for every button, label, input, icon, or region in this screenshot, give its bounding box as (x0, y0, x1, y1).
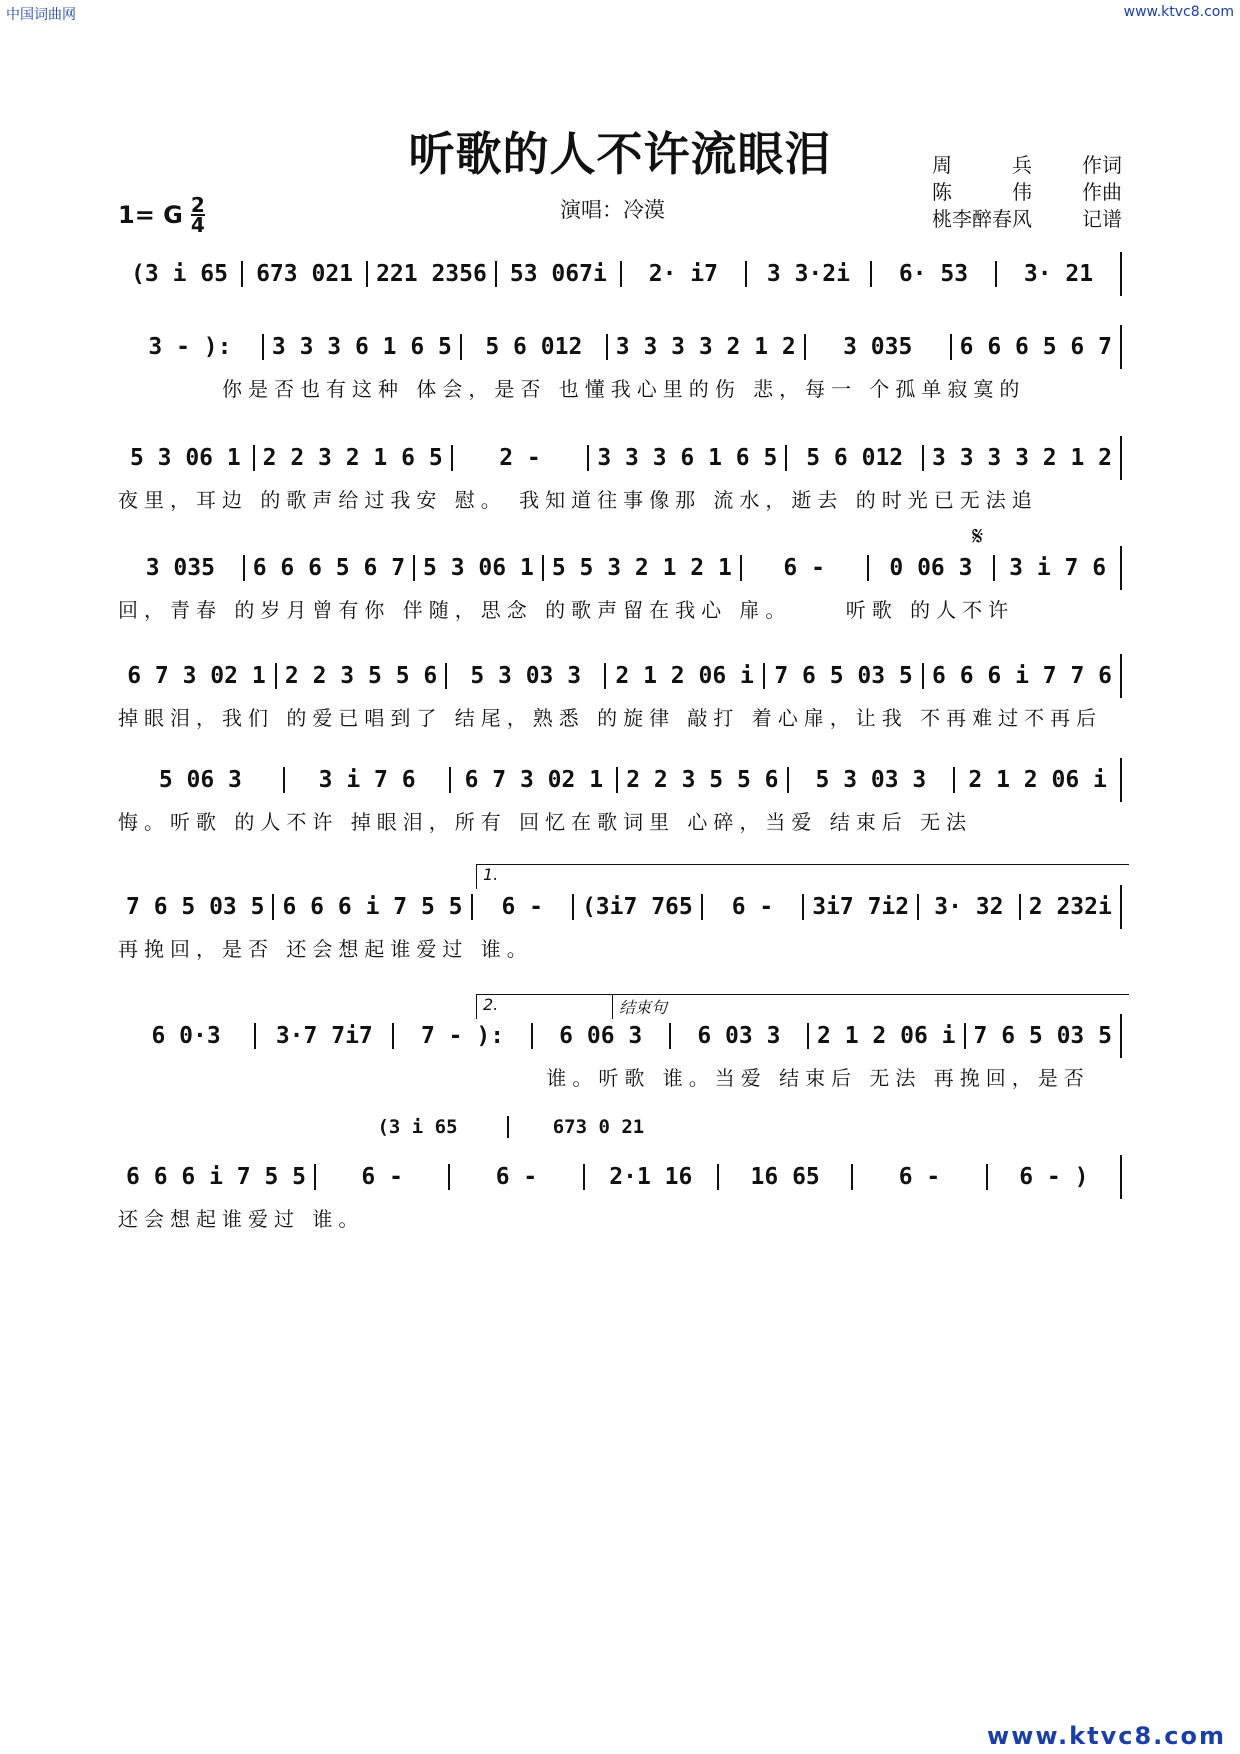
measure: 6 6 6 5 6 7 (243, 555, 413, 581)
lyricist-name: 周 兵 (932, 153, 1032, 177)
segno-icon: 𝄋 (972, 522, 984, 552)
notation-line (118, 325, 1122, 369)
measure: 2·1 16 (583, 1164, 717, 1190)
measure: 7 6 5 03 5 (964, 1023, 1120, 1049)
notation-line (118, 1155, 1122, 1199)
measure: 5 5 3 2 1 2 1 (542, 555, 740, 581)
measure: 6 6 6 5 6 7 (950, 334, 1120, 360)
measure: 5 6 012 (460, 334, 606, 360)
measure: 2 2 3 5 5 6 (275, 663, 445, 689)
measure: 2 232i (1019, 894, 1120, 920)
measure: 6 - (701, 894, 802, 920)
measure: 3 3 3 3 2 1 2 (922, 445, 1120, 471)
measure: 6· 53 (870, 261, 995, 287)
credits (932, 152, 1122, 233)
measure: 3 3 3 6 1 6 5 (587, 445, 785, 471)
site-url[interactable]: www.ktvc8.com (1123, 4, 1234, 20)
measure: 2 1 2 06 i (604, 663, 763, 689)
transcriber-name: 桃李醉春风 (932, 207, 1032, 231)
measure: 3 035 (145, 555, 215, 581)
measure: 673 0 21 (507, 1116, 688, 1138)
measure: 6 6 6 i 7 5 5 (272, 894, 470, 920)
measure: 6 7 3 02 1 (127, 663, 266, 689)
measure: 53 067i (495, 261, 620, 287)
notation-line (118, 654, 1122, 698)
measure: 6 7 3 02 1 (449, 767, 616, 793)
measure: 6 0·3 (151, 1023, 221, 1049)
lyric-line: 谁。听歌 谁。当爱 结束后 无法 再挽回，是否 (118, 1066, 1090, 1090)
measure: 3 i 7 6 (993, 555, 1120, 581)
measure: 6 - (740, 555, 867, 581)
score-system-8 (118, 1014, 1122, 1088)
measure: 6 - (314, 1164, 448, 1190)
measure: 3 - ): (148, 334, 232, 360)
measure: 3 3 3 3 2 1 2 (606, 334, 804, 360)
measure: 6 - (471, 894, 572, 920)
measure: 2· i7 (620, 261, 745, 287)
measure: 3 3·2i (745, 261, 870, 287)
notation-line (118, 1014, 1122, 1058)
measure: 5 06 3 (158, 767, 242, 793)
measure: 5 3 06 1 (413, 555, 542, 581)
time-numerator: 2 (190, 193, 205, 217)
measure: 6 - ) (986, 1164, 1120, 1190)
intro-accompaniment (328, 1105, 688, 1149)
time-signature (190, 193, 205, 237)
measure: 7 6 5 03 5 (126, 894, 265, 920)
measure: 3· 32 (917, 894, 1018, 920)
measure: 16 65 (717, 1164, 851, 1190)
measure: 221 2356 (366, 261, 495, 287)
measure: (3 i 65 (377, 1116, 458, 1138)
lyric-line: 你是否也有这种 体会，是否 也懂我心里的伤 悲，每一 个孤单寂寞的 (118, 377, 1026, 401)
score-system-5 (118, 654, 1122, 728)
composer-name: 陈 伟 (932, 180, 1032, 204)
measure: 6 - (448, 1164, 582, 1190)
notation-line (118, 252, 1122, 296)
measure: 2 2 3 2 1 6 5 (253, 445, 451, 471)
measure: 2 1 2 06 i (807, 1023, 963, 1049)
notation-line (118, 885, 1122, 929)
measure: 5 3 03 3 (445, 663, 604, 689)
measure: 3 035 (804, 334, 950, 360)
measure: 3·7 7i7 (254, 1023, 392, 1049)
measure: 3· 21 (995, 261, 1120, 287)
key-signature (118, 193, 205, 237)
site-name[interactable]: 中国词曲网 (6, 7, 76, 23)
measure: 2 1 2 06 i (953, 767, 1120, 793)
measure: (3 i 65 (131, 261, 228, 287)
measure: 6 6 6 i 7 7 6 (922, 663, 1120, 689)
measure: 673 021 (241, 261, 366, 287)
measure: 5 3 06 1 (129, 445, 241, 471)
lyric-line: 回，青春 的岁月曾有你 伴随，思念 的歌声留在我心 扉。 听歌 的人不许 (118, 598, 1015, 622)
score-system-1 (118, 252, 1122, 326)
composer-role: 作曲 (1082, 180, 1122, 204)
lyric-line: 再挽回，是否 还会想起谁爱过 谁。 (118, 937, 533, 961)
measure: (3i7 765 (572, 894, 701, 920)
song-title: 听歌的人不许流眼泪 (408, 127, 832, 181)
key-label: 1= G (118, 201, 183, 229)
lyricist-role: 作词 (1082, 153, 1122, 177)
measure: 2 2 3 5 5 6 (616, 767, 786, 793)
measure: 5 6 012 (785, 445, 922, 471)
measure: 6 06 3 (531, 1023, 669, 1049)
measure: 6 6 6 i 7 5 5 (126, 1164, 307, 1190)
score-system-6 (118, 758, 1122, 832)
measure: 7 - ): (392, 1023, 530, 1049)
score-system-2 (118, 325, 1122, 399)
transcriber-role: 记谱 (1082, 207, 1122, 231)
measure: 6 - (851, 1164, 985, 1190)
measure: 0 06 3 (867, 555, 994, 581)
lyric-line (118, 300, 1122, 326)
lyric-line: 还会想起谁爱过 谁。 (118, 1207, 365, 1231)
notation-line (118, 436, 1122, 480)
watermark: www.ktvc8.com (987, 1722, 1226, 1750)
volta-first-label: 1. (483, 865, 499, 884)
lyric-line: 掉眼泪，我们 的爱已唱到了 结尾，熟悉 的旋律 敲打 着心扉，让我 不再难过不再后 (118, 706, 1103, 730)
score-system-9 (118, 1116, 1122, 1231)
notation-line (118, 546, 1122, 590)
score-system-4 (118, 546, 1122, 620)
measure: 7 6 5 03 5 (763, 663, 922, 689)
time-denominator: 4 (190, 213, 205, 237)
measure: 3 3 3 6 1 6 5 (262, 334, 460, 360)
measure: 2 - (451, 445, 588, 471)
score-system-3 (118, 436, 1122, 510)
lyric-line: 夜里，耳边 的歌声给过我安 慰。 我知道往事像那 流水，逝去 的时光已无法追 (118, 488, 1038, 512)
score-system-7 (118, 885, 1122, 959)
singer: 演唱：冷漠 (560, 198, 665, 222)
volta-ending-label: 结束句 (619, 998, 668, 1017)
measure: 5 3 03 3 (787, 767, 954, 793)
notation-line (118, 758, 1122, 802)
measure: 3 i 7 6 (283, 767, 450, 793)
volta-second-label: 2. (483, 995, 499, 1014)
measure: 3i7 7i2 (802, 894, 917, 920)
measure: 6 03 3 (669, 1023, 807, 1049)
lyric-line: 悔。听歌 的人不许 掉眼泪，所有 回忆在歌词里 心碎，当爱 结束后 无法 (118, 810, 973, 834)
